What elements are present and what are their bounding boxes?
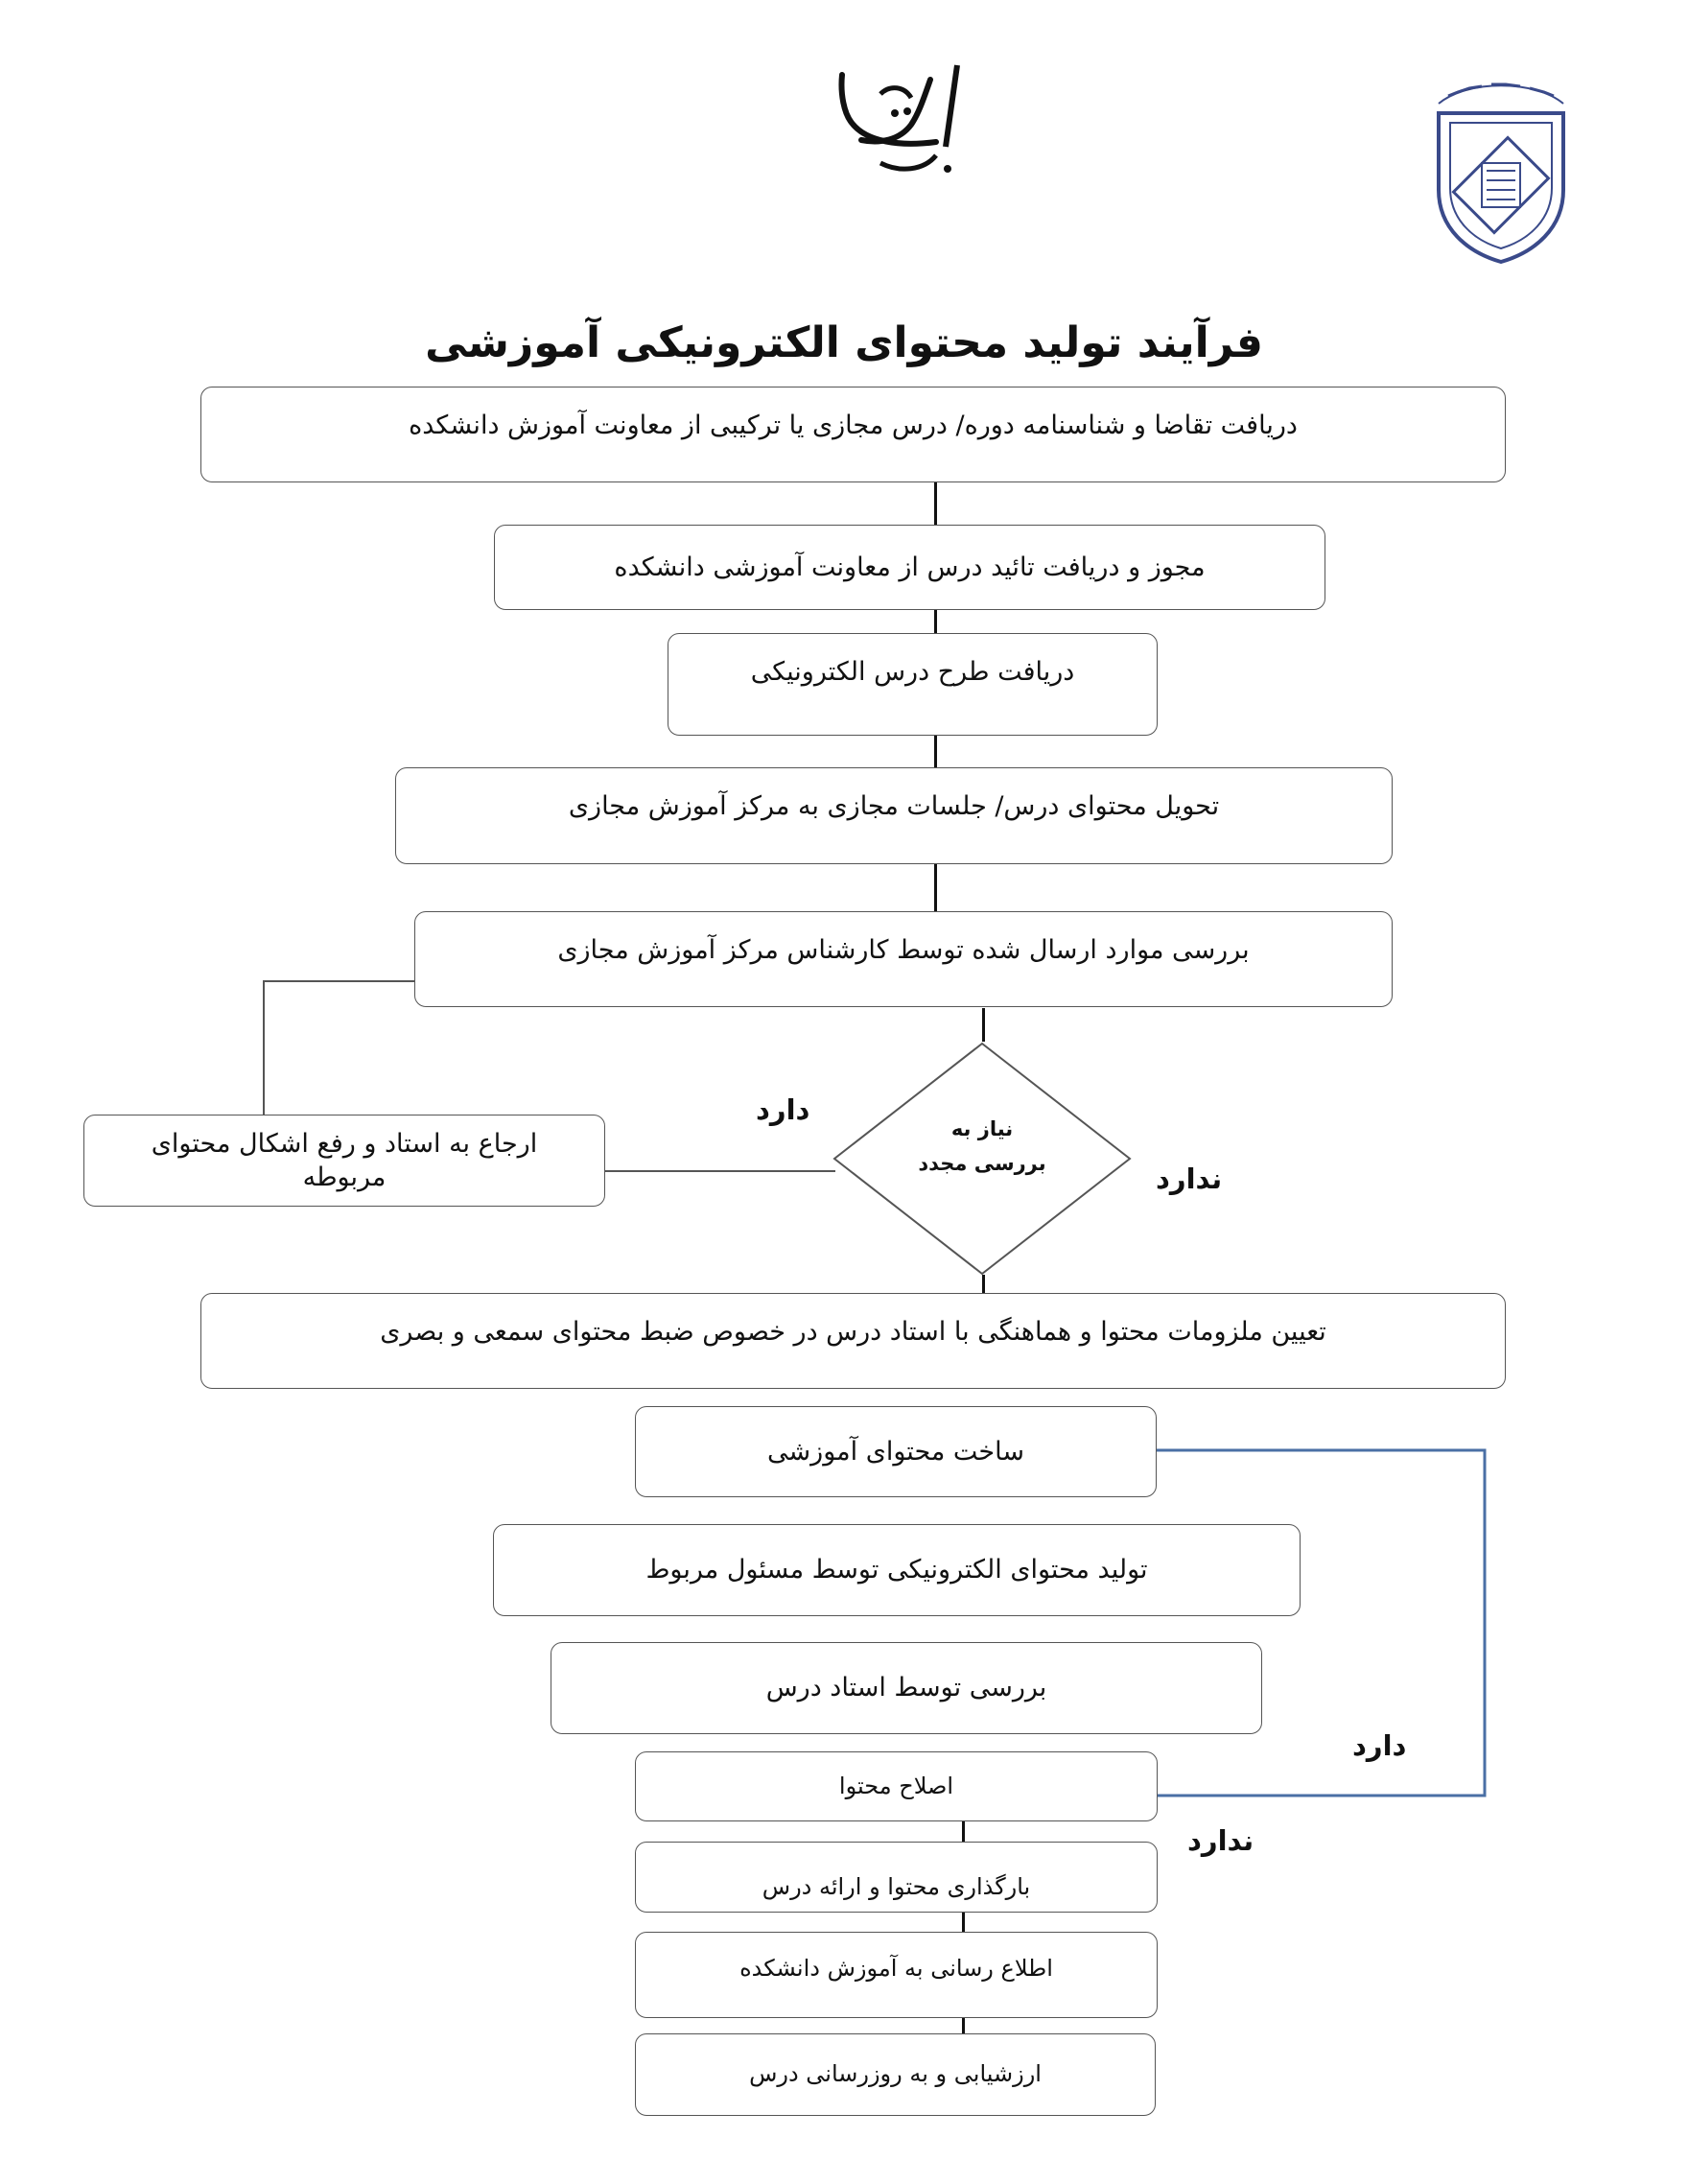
step-receive-request	[200, 387, 1506, 482]
step-text: دریافت تقاضا و شناسنامه دوره/ درس مجازی یا ترکیبی از معاونت آموزش دانشکده	[409, 411, 1298, 440]
decision-yes-label: دارد	[756, 1093, 810, 1126]
step-text: ارجاع به استاد و رفع اشکال محتوای مربوطه	[151, 1128, 538, 1192]
step-requirements	[200, 1293, 1506, 1389]
step-text: دریافت طرح درس الکترونیکی	[750, 657, 1075, 687]
step-upload-content	[635, 1842, 1158, 1913]
page-title: فرآیند تولید محتوای الکترونیکی آموزشی	[425, 318, 1263, 367]
step-text: مجوز و دریافت تائید درس از معاونت آموزشی دانشکده	[614, 552, 1206, 582]
step-text: ارزشیابی و به روزرسانی درس	[749, 2060, 1042, 2088]
decision-text	[900, 1113, 1065, 1181]
step-text: بررسی توسط استاد درس	[765, 1673, 1047, 1703]
step-text: ساخت محتوای آموزشی	[767, 1436, 1024, 1467]
step-text: تعیین ملزومات محتوا و هماهنگی با استاد درس در خصوص ضبط محتوای سمعی و بصری	[380, 1317, 1326, 1347]
step-notify-school	[635, 1932, 1158, 2018]
step-text: تولید محتوای الکترونیکی توسط مسئول مربوط	[645, 1555, 1148, 1585]
decision-no-label: ندارد	[1156, 1162, 1223, 1195]
step-lesson-plan	[668, 633, 1158, 736]
step-refer-to-instructor	[83, 1115, 605, 1207]
step-build-content	[635, 1406, 1157, 1497]
step-revise-content	[635, 1751, 1158, 1821]
step-text: بررسی موارد ارسال شده توسط کارشناس مرکز آموزش مجازی	[557, 935, 1250, 965]
step-text: اصلاح محتوا	[838, 1772, 954, 1799]
step-text: اطلاع رسانی به آموزش دانشکده	[739, 1955, 1053, 1982]
step-text: بارگذاری محتوا و ارائه درس	[762, 1872, 1031, 1900]
step-produce-content	[493, 1524, 1301, 1616]
decision-line1: نیاز به	[950, 1117, 1014, 1140]
loop-no-label: ندارد	[1187, 1824, 1254, 1857]
step-text: تحویل محتوای درس/ جلسات مجازی به مرکز آموزش مجازی	[568, 791, 1220, 821]
step-instructor-review	[551, 1642, 1262, 1734]
step-deliver-content	[395, 767, 1393, 864]
loop-yes-label: دارد	[1352, 1729, 1407, 1762]
decision-line2: بررسی مجدد	[918, 1151, 1046, 1175]
step-evaluate-update	[635, 2033, 1156, 2116]
step-expert-review	[414, 911, 1393, 1007]
step-approval	[494, 525, 1325, 610]
